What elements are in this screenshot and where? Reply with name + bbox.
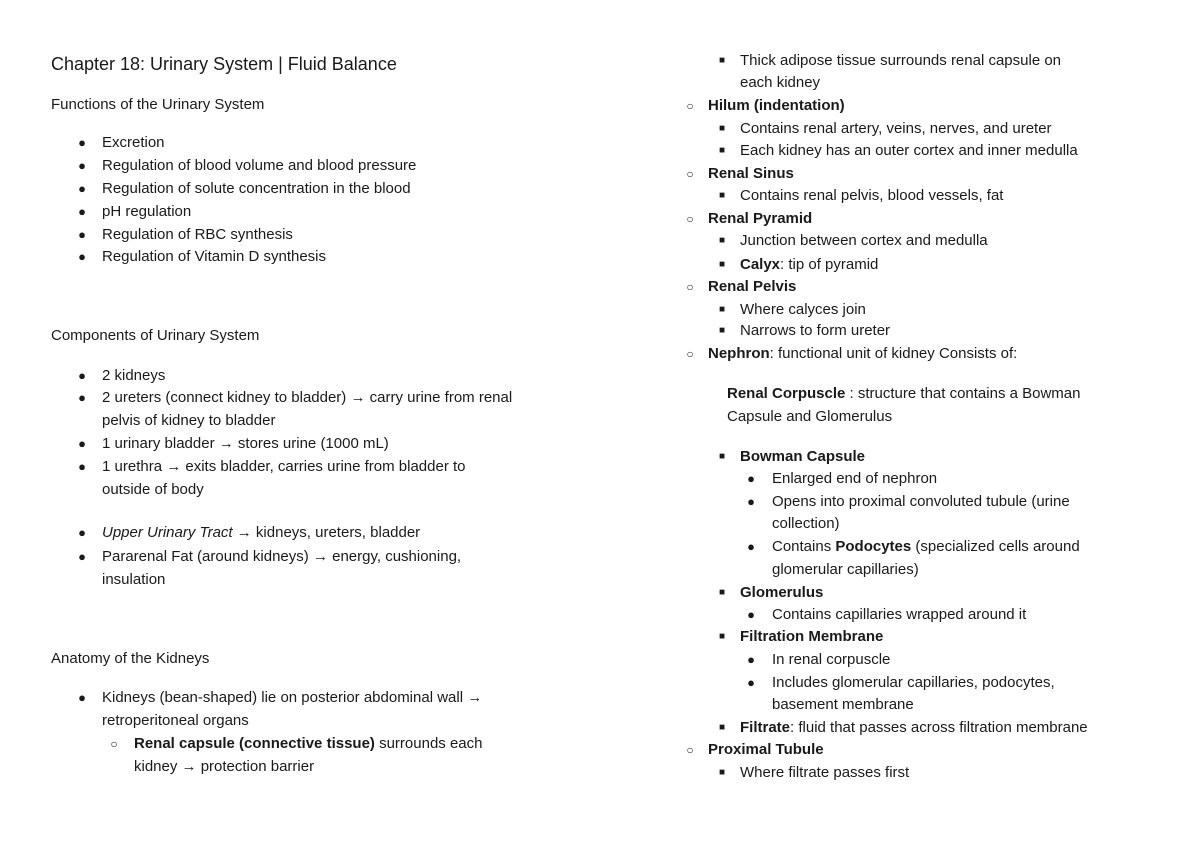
list-item: Contains renal artery, veins, nerves, and ureter [740,120,1052,137]
square-bullet-icon: ■ [718,259,726,270]
list-item: Regulation of Vitamin D synthesis [102,248,327,265]
list-item: Contains capillaries wrapped around it [772,606,1027,623]
disc-bullet-icon: ● [747,607,755,622]
list-item [708,344,1017,364]
list-item [102,523,420,543]
filtrate-text: : fluid that passes across filtration membrane [790,719,1088,736]
calyx-text: : tip of pyramid [780,256,879,273]
list-item: 1 urethra → exits bladder, carries urine from bladder to [102,458,466,475]
disc-bullet-icon: ● [78,227,86,242]
list-item: 2 ureters (connect kidney to bladder) → carry urine from renal [102,389,513,406]
list-item: Thick adipose tissue surrounds renal capsule on [740,52,1062,69]
list-item: Regulation of blood volume and blood pressure [102,157,417,174]
list-item-continued: insulation [102,571,166,588]
square-bullet-icon: ■ [718,123,726,134]
disc-bullet-icon: ● [78,525,86,540]
list-item [708,96,845,116]
list-item-continued: glomerular capillaries) [772,561,919,578]
list-item [708,277,796,297]
circle-bullet-icon: ○ [110,737,118,751]
list-item-continued: basement membrane [772,696,914,713]
renal-sinus-term: Renal Sinus [708,165,794,182]
list-item [740,718,1088,738]
list-item: Where calyces join [740,301,866,318]
filtrate-term: Filtrate [740,719,791,736]
list-item-continued: pelvis of kidney to bladder [102,412,276,429]
proximal-tubule-term: Proximal Tubule [708,741,824,758]
square-bullet-icon: ■ [718,235,726,246]
list-item [708,740,824,760]
list-item: Regulation of RBC synthesis [102,226,293,243]
square-bullet-icon: ■ [718,722,726,733]
renal-corpuscle-continued: Capsule and Glomerulus [727,408,893,425]
podocytes-term: Podocytes [835,538,912,555]
renal-pelvis-term: Renal Pelvis [708,278,797,295]
list-item [740,627,883,647]
disc-bullet-icon: ● [78,204,86,219]
page-title: Chapter 18: Urinary System | Fluid Balance [51,54,397,74]
list-item: Narrows to form ureter [740,322,891,339]
list-item: pH regulation [102,203,192,220]
disc-bullet-icon: ● [78,368,86,383]
renal-corpuscle-definition [727,384,1081,404]
upper-tract-label: Upper Urinary Tract [102,524,233,541]
list-item: Enlarged end of nephron [772,470,938,487]
list-item: Junction between cortex and medulla [740,232,988,249]
disc-bullet-icon: ● [78,158,86,173]
glomerulus-term: Glomerulus [740,584,824,601]
list-item: Regulation of solute concentration in the blood [102,180,411,197]
components-heading: Components of Urinary System [51,327,260,344]
list-item: Opens into proximal convoluted tubule (urine [772,493,1070,510]
disc-bullet-icon: ● [78,390,86,405]
list-item: 1 urinary bladder → stores urine (1000 mL) [102,435,389,452]
circle-bullet-icon: ○ [686,99,694,113]
list-item-continued: kidney → protection barrier [134,758,315,775]
list-item: Kidneys (bean-shaped) lie on posterior abdominal wall → [102,689,483,706]
list-item: Excretion [102,134,165,151]
bowman-capsule-term: Bowman Capsule [740,448,866,465]
circle-bullet-icon: ○ [686,347,694,361]
disc-bullet-icon: ● [78,459,86,474]
list-item: Contains renal pelvis, blood vessels, fat [740,187,1004,204]
renal-corpuscle-text: : structure that contains a Bowman [845,385,1081,402]
renal-capsule-text: surrounds each [374,735,483,752]
circle-bullet-icon: ○ [686,280,694,294]
square-bullet-icon: ■ [718,325,726,336]
list-item [708,164,794,184]
square-bullet-icon: ■ [718,304,726,315]
disc-bullet-icon: ● [78,135,86,150]
circle-bullet-icon: ○ [686,743,694,757]
disc-bullet-icon: ● [78,181,86,196]
disc-bullet-icon: ● [78,436,86,451]
list-item-continued: outside of body [102,481,204,498]
disc-bullet-icon: ● [78,249,86,264]
list-item-continued: retroperitoneal organs [102,712,249,729]
square-bullet-icon: ■ [718,587,726,598]
filtration-membrane-term: Filtration Membrane [740,628,884,645]
list-item: Pararenal Fat (around kidneys) → energy, cushioning, [102,548,462,565]
upper-tract-text: → kidneys, ureters, bladder [232,524,421,541]
list-item [740,583,823,603]
hilum-term: Hilum (indentation) [708,97,845,114]
square-bullet-icon: ■ [718,55,726,66]
disc-bullet-icon: ● [747,471,755,486]
square-bullet-icon: ■ [718,451,726,462]
calyx-term: Calyx [740,256,781,273]
renal-pyramid-term: Renal Pyramid [708,210,813,227]
list-item [708,209,812,229]
list-item: 2 kidneys [102,367,166,384]
square-bullet-icon: ■ [718,767,726,778]
disc-bullet-icon: ● [747,675,755,690]
podocytes-prefix: Contains [772,538,836,555]
renal-corpuscle-term: Renal Corpuscle [727,385,846,402]
podocytes-text: (specialized cells around [911,538,1080,555]
disc-bullet-icon: ● [747,494,755,509]
list-item: In renal corpuscle [772,651,891,668]
square-bullet-icon: ■ [718,145,726,156]
list-item [740,255,878,275]
renal-capsule-term: Renal capsule (connective tissue) [134,735,375,752]
square-bullet-icon: ■ [718,190,726,201]
nephron-term: Nephron [708,345,770,362]
disc-bullet-icon: ● [747,539,755,554]
list-item [740,447,865,467]
list-item [772,537,1080,557]
functions-heading: Functions of the Urinary System [51,96,265,113]
list-item [134,734,483,754]
nephron-text: : functional unit of kidney Consists of: [769,345,1018,362]
square-bullet-icon: ■ [718,631,726,642]
circle-bullet-icon: ○ [686,167,694,181]
list-item: Where filtrate passes first [740,764,910,781]
disc-bullet-icon: ● [78,549,86,564]
circle-bullet-icon: ○ [686,212,694,226]
disc-bullet-icon: ● [747,652,755,667]
list-item-continued: collection) [772,515,840,532]
list-item: Each kidney has an outer cortex and inner medulla [740,142,1078,159]
list-item-continued: each kidney [740,74,821,91]
anatomy-heading: Anatomy of the Kidneys [51,650,210,667]
disc-bullet-icon: ● [78,690,86,705]
list-item: Includes glomerular capillaries, podocytes, [772,674,1055,691]
